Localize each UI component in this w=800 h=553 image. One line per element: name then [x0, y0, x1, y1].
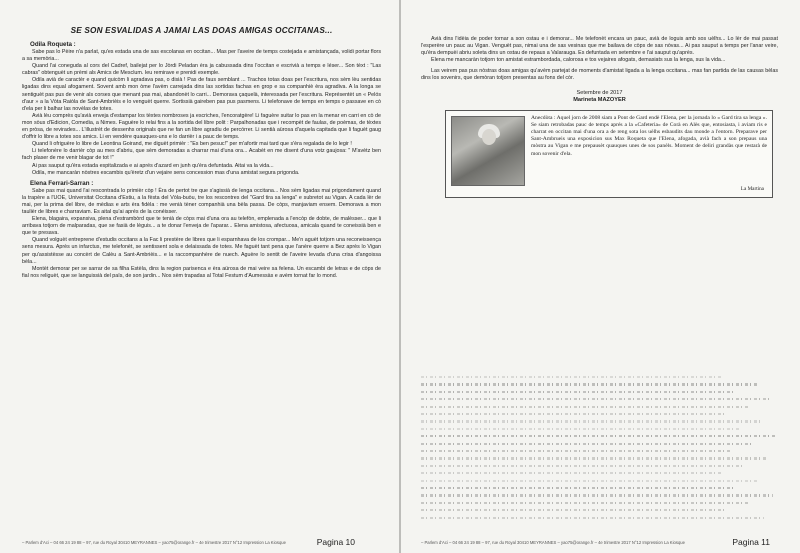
noise-row: [421, 450, 731, 452]
anecdote-text: Anecdòta : Aquel jorn de 2008 siam a Pont de Gard endè l'Elena, per la jornada lo « Gard tira sa lenga ». Se siam retrobadas pauc de temps aprés a la «Cafeteria» de Corà en Alès que, entosiasta, i aviam ris e charrat en occitan mai d'una ora a de reng sota los uèlhs esbaudits dau monde a l'entorn. Preparave per Sant-Ambrueis una exposicion sus Max Roqueta que l'Elena, afogada, avià fach a son prepaus una mòstra au Vigan e me prepausèt quauques unes de sos panèls. Moment de deliri grandàs que restarà de mon sovenir d'ela.: [531, 114, 767, 157]
paragraph: Li telefonère lo darrièr còp au mes d'abriu, que sèm demoradas a charrar mai d'una ora... Acabèt en me disent d'una votz gaujosa: " M'avètz ben fach plaser de me venir blagar de tot !": [22, 148, 381, 162]
noise-row: [421, 509, 727, 511]
noise-row: [421, 465, 745, 467]
paragraph: Quand l'ai conegudа al cors del Cadref, bailejat per lo Jòrdi Peladan èra ja cabussada dins l'occitan e escrivià a temps e léser... Son tèxt : "Las cabras" obtenguèt un prèmi als Amics de Mesclum. Ieu remirave e prenidi exemple.: [22, 63, 381, 77]
paragraph: Odila avià de caractèr e quand quicòm li agradava pas, o disià ! Pas de faus semblant ... Trachos totas doas per l'escritura, nos sèm lèu sentidas ligadas dins equal afogament. Sovent amb mon òme l'avèm carrejada dins las sortidas fachas en grop e sa companhiè èra agradiva. A la longa se sentiguèt pas pus de venir als corses que menant pas mai, abandonèt lo carri... Demorava çaquelà, interessada per l'escritura. Représentèt un « Pelós d'aur » a la Vòta Raiòla de Sant-Ambrièis e lo venguèt querre. Sortissià gaireben pas pus pasmens. Li telefonave de temps en temps o passave en cò d'ela per li balhar las novèlas de totes.: [22, 77, 381, 112]
paragraph: Elena me mancaràn totjorn ton amistat estrambordada, calorosa e tos vejaires afogats, demasiats sus la lenga, sus la vida...: [431, 57, 726, 64]
author-heading-odila: Odila Roqueta :: [30, 41, 76, 48]
portrait-photo: [451, 116, 525, 186]
noise-row: [421, 494, 773, 496]
paragraph: Quand volguèt entreprene d'estudis occitans a la Fac li prestère de libres que li esparnhava de los crompar... Me'n aguèt totjorn una reconeissença sens mesura. Après un infarctus, me telefonèt, se sentissent sola e delaissada de totes. Me faguèt tant pena que l'anère querre a Bez après lo Vigan per qu'assistèsse au concèrt de Calèu a Sant-Ambrièis... e la raccompanhère de nuech. Aguère lo sentit de l'aveire levada d'una crisa d'angoissa bèla...: [22, 237, 381, 265]
page-footer: – Parlem d'Aci – 04 66 24 19 88 – 97, rue du Royal 30410 MEYRANNES – yao75@orange.fr – 4e trimestre 2017 N°12 Impression La Kiosque: [22, 540, 286, 545]
noise-row: [421, 435, 777, 437]
noise-row: [421, 428, 740, 430]
noise-row: [421, 517, 764, 519]
author-heading-elena: Elena Ferrari-Sarran :: [30, 179, 94, 187]
noise-row: [421, 406, 749, 408]
paragraph: Ai pas sauput qu'èra estada espitalizada e ai aprés d'azard en junh qu'èra defuntada. Aitai va la vida...: [32, 162, 274, 169]
noise-row: [421, 480, 759, 482]
anecdote-signature: La Martina: [740, 185, 764, 192]
left-page: [0, 0, 399, 553]
paragraph: Las veirem pas pus nòstras doas amigas qu'avèm partejat de moments d'amistat ligada a la lenga occitana... mas fan partida de las causas bèlas dins los sovenirs, que demòran totjorn presentas au fons del còr.: [421, 68, 778, 82]
paragraph: Odila, me mancaràn nòstres escambis qu'èretz d'un vejaire sens concession mas d'una amistat segura prigonda.: [32, 169, 300, 176]
noise-row: [421, 391, 735, 393]
noise-row: [421, 398, 772, 400]
page-number: Pagina 11: [732, 537, 770, 547]
paragraph: Avià dins l'idèia de poder tornar a son ostau e i demorar... Me telefonèt encara un pauc, avià de loguis amb sos uèlhs... Lo lèr de mai passat l'esperère un pauc au Vigan. Venguèt pas, nimai una de sas vesinas que me bailava de còps de sas nòvas... Ai pas sauput a temps per l'anar veire, qu'èra dempuèi abriu soleta dins un ostau de repaus a Valarauga. Es defuntada en setembre e l'ai sauput qu'après.: [421, 36, 778, 57]
noise-row: [421, 472, 722, 474]
noise-row: [421, 443, 754, 445]
noise-row: [421, 487, 736, 489]
paragraph: Sabe pas lo Pèire n'a parlat, qu'es estada una de sas escolanas en occitan... Mas per l'aveire de temps costejada e amistançada, volidi portar flors a sa memòria...: [22, 49, 381, 63]
paragraph: Sabe pas mai quand l'ai rescontrada lo primièr còp ! Èra de pertot tre que s'agissià de lenga occitana... Nos sèm ligadas mai prigondament quand la trapère a l'UOE, Universitat Occitana d'Estiu, a la fèsta del Vòla-buòu, tre los rescontres del "Gard tira sa lenga" e subretot au Vigan. A cada lèr de mai, per la prima del libre, de mèdias e arts èra fidèla : me venià tèner companhià una bèla passa. De còps, manjaviam ensem. Demorava a mon taulièr de libres e charraviam. Es aital qu'ai aprés de la conéisser.: [22, 187, 381, 215]
noise-row: [421, 376, 721, 378]
paragraph: Elena, blagaira, expansiva, plena d'estrambòrd que te tenià de còps mai d'una ora au telefòn, emplenada a l'encòp de dobte, de malèsser... que li arribava totjorn de malparadas, que se fasià de lèguis... a te donar l'enveja de l'aparar... Elena amistosa, afectuosa, amicala quand te coneissià ben e que te presava.: [22, 216, 381, 237]
paragraph: Montèt demorar per se sarrar de sa filha Estèla, dins la region parisenca e èra aürosa de mai veire sa felena. Un escambi de letras e de còps de fial nos religuèt, que se languissià del païs, de son jardin... Nos sèm trapadas al Total Festum d'Aumessàs e avèm tornat far lo mond.: [22, 265, 381, 279]
anecdote-box: [445, 110, 773, 198]
paragraph: Avià lèu comprès qu'avià enveja d'estampar los tèxtes nombroses ja escriches, l'encoratgère! Li faguère suitar lo pas en la menar en carri en cò de mon sòus d'Edicion, Comedia, a Nimes. Faguère lo relai fins a la sortida del libre polit : Parpalhonadas que i recompèt de faulas, de poèmas, de tèxtes en pròsa, de revirades... L'illustrèt de dessenhs originals que ne fan un libre agradiu de percórrer. Li sentià aürosa d'aquela capitada que li faguèt gaug d'offrir lo libre a totes sos amics. Li en vendère quauques-uns e lo darrièr i a pauc de temps.: [22, 112, 381, 141]
paragraph: Quand li ofriguère lo libre de Leontina Goirand, me diguèt primièr : "Es ben pesuc!" per m'afortir mai tard que s'èra regalada de lo legir !: [32, 141, 352, 148]
noise-row: [421, 420, 763, 422]
page-heading: SE SON ESVALIDAS A JAMAI LAS DOAS AMIGAS OCCITANAS...: [70, 26, 333, 35]
signature-block: [421, 90, 778, 104]
page-number: Pagina 10: [316, 537, 355, 547]
noise-row: [421, 502, 750, 504]
signature-date: Setembre de 2017: [576, 89, 623, 96]
noise-row: [421, 383, 758, 385]
page-footer: – Parlem d'Aci – 04 66 24 19 88 – 97, rue du Royal 30410 MEYRANNES – yao75@orange.fr – 4e trimestre 2017 N°12 Impression La Kiosque: [421, 540, 685, 545]
photo-face: [482, 129, 496, 145]
noise-row: [421, 413, 726, 415]
signature-name: Marineta MAZOYER: [573, 96, 626, 103]
noise-row: [421, 457, 768, 459]
bleed-through-noise: [421, 376, 781, 526]
